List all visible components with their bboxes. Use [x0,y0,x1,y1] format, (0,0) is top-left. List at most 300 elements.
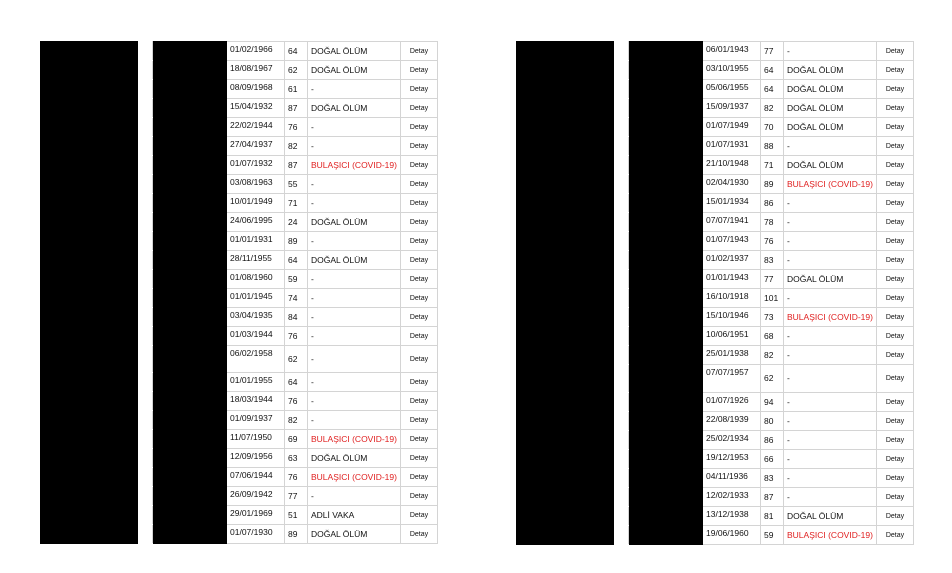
detail-link[interactable]: Detay [400,80,437,99]
redacted-name-cell [517,469,614,488]
redacted-name-cell [41,80,138,99]
age-cell: 66 [761,450,784,469]
redacted-surname-cell [153,80,227,99]
detail-link[interactable]: Detay [400,213,437,232]
table-row [517,194,914,213]
left-table-body [41,42,438,544]
table-row [517,42,914,61]
blank-cell [138,525,153,544]
death-cause-cell: DOĞAL ÖLÜM [308,61,401,80]
death-cause-cell: - [784,232,877,251]
age-cell: 82 [761,99,784,118]
death-cause-cell: - [784,251,877,270]
detail-link[interactable]: Detay [400,137,437,156]
detail-link[interactable]: Detay [400,194,437,213]
table-row [517,526,914,545]
death-cause-cell: DOĞAL ÖLÜM [784,270,877,289]
right-records-table [516,41,914,545]
age-cell: 68 [761,327,784,346]
redacted-name-cell [517,175,614,194]
blank-cell [138,156,153,175]
death-cause-cell: BULAŞICI (COVID-19) [784,526,877,545]
death-cause-cell: DOĞAL ÖLÜM [308,251,401,270]
redacted-name-cell [41,468,138,487]
birth-date-cell: 12/09/1956 [227,449,285,468]
redacted-surname-cell [629,289,703,308]
table-row [517,175,914,194]
death-cause-cell: DOĞAL ÖLÜM [784,156,877,175]
redacted-name-cell [41,346,138,373]
redacted-surname-cell [629,431,703,450]
blank-cell [614,346,629,365]
blank-cell [614,99,629,118]
blank-cell [138,232,153,251]
detail-link[interactable]: Detay [876,469,913,488]
table-row [41,449,438,468]
age-cell: 73 [761,308,784,327]
redacted-name-cell [41,99,138,118]
age-cell: 84 [285,308,308,327]
age-cell: 82 [285,411,308,430]
age-cell: 59 [285,270,308,289]
redacted-name-cell [41,308,138,327]
redacted-name-cell [41,251,138,270]
blank-cell [614,488,629,507]
birth-date-cell: 12/02/1933 [703,488,761,507]
age-cell: 83 [761,251,784,270]
table-row [41,80,438,99]
blank-cell [138,411,153,430]
redacted-surname-cell [153,61,227,80]
redacted-name-cell [41,506,138,525]
death-cause-cell: - [784,488,877,507]
blank-cell [614,526,629,545]
age-cell: 63 [285,449,308,468]
table-row [517,80,914,99]
age-cell: 71 [285,194,308,213]
detail-link[interactable]: Detay [876,308,913,327]
birth-date-cell: 08/09/1968 [227,80,285,99]
blank-cell [614,289,629,308]
redacted-surname-cell [629,469,703,488]
birth-date-cell: 24/06/1995 [227,213,285,232]
birth-date-cell: 03/10/1955 [703,61,761,80]
age-cell: 77 [285,487,308,506]
redacted-name-cell [517,194,614,213]
redacted-surname-cell [153,506,227,525]
blank-cell [138,137,153,156]
table-row [41,506,438,525]
death-cause-cell: - [784,346,877,365]
birth-date-cell: 01/03/1944 [227,327,285,346]
detail-link[interactable]: Detay [400,232,437,251]
blank-cell [138,289,153,308]
birth-date-cell: 05/06/1955 [703,80,761,99]
death-cause-cell: ADLİ VAKA [308,506,401,525]
redacted-name-cell [41,392,138,411]
detail-link[interactable]: Detay [400,411,437,430]
age-cell: 70 [761,118,784,137]
birth-date-cell: 01/01/1943 [703,270,761,289]
detail-link[interactable]: Detay [400,61,437,80]
birth-date-cell: 07/07/1941 [703,213,761,232]
redacted-surname-cell [153,194,227,213]
detail-link[interactable]: Detay [876,213,913,232]
redacted-name-cell [517,289,614,308]
death-cause-cell: DOĞAL ÖLÜM [784,118,877,137]
redacted-surname-cell [629,393,703,412]
birth-date-cell: 10/01/1949 [227,194,285,213]
birth-date-cell: 01/07/1949 [703,118,761,137]
death-cause-cell: DOĞAL ÖLÜM [308,213,401,232]
age-cell: 86 [761,194,784,213]
redacted-surname-cell [629,308,703,327]
redacted-surname-cell [629,526,703,545]
detail-link[interactable]: Detay [400,373,437,392]
birth-date-cell: 01/07/1943 [703,232,761,251]
age-cell: 62 [285,346,308,373]
birth-date-cell: 01/07/1926 [703,393,761,412]
table-row [517,308,914,327]
redacted-surname-cell [153,373,227,392]
table-row [517,156,914,175]
table-row [517,327,914,346]
redacted-surname-cell [153,308,227,327]
redacted-name-cell [517,431,614,450]
redacted-name-cell [517,488,614,507]
birth-date-cell: 15/10/1946 [703,308,761,327]
detail-link[interactable]: Detay [876,175,913,194]
redacted-surname-cell [629,346,703,365]
table-row [41,61,438,80]
death-cause-cell: BULAŞICI (COVID-19) [784,175,877,194]
birth-date-cell: 19/06/1960 [703,526,761,545]
table-row [517,232,914,251]
death-cause-cell: - [308,118,401,137]
table-row [41,468,438,487]
table-row [41,392,438,411]
age-cell: 76 [285,327,308,346]
detail-link[interactable]: Detay [876,488,913,507]
birth-date-cell: 01/01/1955 [227,373,285,392]
death-cause-cell: - [308,308,401,327]
detail-link[interactable]: Detay [876,118,913,137]
death-cause-cell: - [784,365,877,393]
table-row [41,430,438,449]
table-row [517,450,914,469]
table-row [41,156,438,175]
blank-cell [138,430,153,449]
blank-cell [614,137,629,156]
left-records-table [40,41,438,544]
detail-link[interactable]: Detay [400,449,437,468]
redacted-name-cell [517,99,614,118]
death-cause-cell: - [784,450,877,469]
detail-link[interactable]: Detay [876,431,913,450]
age-cell: 78 [761,213,784,232]
detail-link[interactable]: Detay [400,99,437,118]
blank-cell [614,194,629,213]
detail-link[interactable]: Detay [400,487,437,506]
age-cell: 64 [285,251,308,270]
detail-link[interactable]: Detay [400,346,437,373]
redacted-name-cell [517,327,614,346]
detail-link[interactable]: Detay [400,430,437,449]
age-cell: 94 [761,393,784,412]
table-row [517,412,914,431]
detail-link[interactable]: Detay [876,450,913,469]
birth-date-cell: 21/10/1948 [703,156,761,175]
death-cause-cell: - [308,194,401,213]
redacted-name-cell [41,289,138,308]
birth-date-cell: 13/12/1938 [703,507,761,526]
death-cause-cell: DOĞAL ÖLÜM [784,507,877,526]
detail-link[interactable]: Detay [876,526,913,545]
table-row [517,289,914,308]
death-cause-cell: - [784,469,877,488]
redacted-name-cell [517,251,614,270]
blank-cell [614,42,629,61]
redacted-surname-cell [629,137,703,156]
redacted-surname-cell [153,232,227,251]
detail-link[interactable]: Detay [400,468,437,487]
death-cause-cell: BULAŞICI (COVID-19) [308,430,401,449]
death-cause-cell: - [784,327,877,346]
birth-date-cell: 07/07/1957 [703,365,761,393]
redacted-name-cell [41,430,138,449]
detail-link[interactable]: Detay [400,251,437,270]
redacted-surname-cell [153,175,227,194]
blank-cell [138,346,153,373]
death-cause-cell: - [784,289,877,308]
birth-date-cell: 27/04/1937 [227,137,285,156]
death-cause-cell: BULAŞICI (COVID-19) [784,308,877,327]
blank-cell [614,118,629,137]
detail-link[interactable]: Detay [876,393,913,412]
detail-link[interactable]: Detay [400,308,437,327]
age-cell: 86 [761,431,784,450]
redacted-surname-cell [629,327,703,346]
redacted-name-cell [41,411,138,430]
table-row [517,469,914,488]
redacted-name-cell [41,213,138,232]
redacted-name-cell [517,507,614,526]
detail-link[interactable]: Detay [876,194,913,213]
blank-cell [614,469,629,488]
birth-date-cell: 02/04/1930 [703,175,761,194]
redacted-name-cell [41,137,138,156]
blank-cell [614,61,629,80]
redacted-name-cell [41,525,138,544]
detail-link[interactable]: Detay [876,327,913,346]
table-row [517,118,914,137]
birth-date-cell: 25/01/1938 [703,346,761,365]
table-row [517,251,914,270]
detail-link[interactable]: Detay [876,346,913,365]
redacted-surname-cell [629,232,703,251]
birth-date-cell: 04/11/1936 [703,469,761,488]
detail-link[interactable]: Detay [876,507,913,526]
birth-date-cell: 01/07/1932 [227,156,285,175]
detail-link[interactable]: Detay [400,42,437,61]
detail-link[interactable]: Detay [876,412,913,431]
death-cause-cell: - [308,175,401,194]
table-row [517,137,914,156]
death-cause-cell: - [308,270,401,289]
age-cell: 55 [285,175,308,194]
blank-cell [614,393,629,412]
death-cause-cell: DOĞAL ÖLÜM [784,61,877,80]
redacted-surname-cell [629,213,703,232]
table-row [41,411,438,430]
detail-link[interactable]: Detay [876,61,913,80]
birth-date-cell: 29/01/1969 [227,506,285,525]
detail-link[interactable]: Detay [876,137,913,156]
table-row [41,118,438,137]
redacted-name-cell [517,213,614,232]
age-cell: 61 [285,80,308,99]
age-cell: 89 [285,232,308,251]
birth-date-cell: 15/04/1932 [227,99,285,118]
blank-cell [138,80,153,99]
death-cause-cell: - [308,80,401,99]
table-row [517,507,914,526]
death-cause-cell: DOĞAL ÖLÜM [784,99,877,118]
blank-cell [614,156,629,175]
detail-link[interactable]: Detay [400,506,437,525]
redacted-surname-cell [153,137,227,156]
redacted-surname-cell [153,251,227,270]
redacted-surname-cell [153,430,227,449]
birth-date-cell: 16/10/1918 [703,289,761,308]
death-cause-cell: - [784,137,877,156]
detail-link[interactable]: Detay [876,365,913,393]
birth-date-cell: 01/07/1931 [703,137,761,156]
detail-link[interactable]: Detay [876,99,913,118]
detail-link[interactable]: Detay [876,270,913,289]
blank-cell [138,118,153,137]
blank-cell [614,365,629,393]
death-cause-cell: - [308,392,401,411]
blank-cell [614,213,629,232]
detail-link[interactable]: Detay [400,175,437,194]
death-cause-cell: - [308,411,401,430]
age-cell: 76 [285,392,308,411]
table-row [517,213,914,232]
birth-date-cell: 10/06/1951 [703,327,761,346]
birth-date-cell: 19/12/1953 [703,450,761,469]
blank-cell [614,507,629,526]
age-cell: 88 [761,137,784,156]
death-cause-cell: - [308,487,401,506]
detail-link[interactable]: Detay [400,118,437,137]
redacted-surname-cell [153,270,227,289]
redacted-surname-cell [629,156,703,175]
age-cell: 87 [285,99,308,118]
redacted-name-cell [517,346,614,365]
table-row [41,137,438,156]
blank-cell [138,61,153,80]
detail-link[interactable]: Detay [876,251,913,270]
redacted-name-cell [41,270,138,289]
detail-link[interactable]: Detay [876,289,913,308]
death-cause-cell: - [784,412,877,431]
table-row [41,194,438,213]
detail-link[interactable]: Detay [876,156,913,175]
blank-cell [138,487,153,506]
birth-date-cell: 03/08/1963 [227,175,285,194]
birth-date-cell: 18/03/1944 [227,392,285,411]
redacted-name-cell [41,61,138,80]
detail-link[interactable]: Detay [876,80,913,99]
redacted-surname-cell [153,327,227,346]
age-cell: 76 [285,118,308,137]
detail-link[interactable]: Detay [400,270,437,289]
blank-cell [614,251,629,270]
redacted-name-cell [41,156,138,175]
blank-cell [138,506,153,525]
redacted-name-cell [41,118,138,137]
table-row [41,213,438,232]
blank-cell [614,431,629,450]
table-row [41,99,438,118]
detail-link[interactable]: Detay [400,156,437,175]
blank-cell [614,327,629,346]
detail-link[interactable]: Detay [876,42,913,61]
age-cell: 89 [761,175,784,194]
detail-link[interactable]: Detay [400,392,437,411]
redacted-name-cell [517,118,614,137]
redacted-surname-cell [629,365,703,393]
redacted-surname-cell [153,392,227,411]
redacted-name-cell [517,393,614,412]
redacted-name-cell [41,42,138,61]
redacted-surname-cell [629,450,703,469]
blank-cell [138,251,153,270]
table-row [517,488,914,507]
death-cause-cell: - [308,346,401,373]
redacted-surname-cell [153,289,227,308]
table-row [41,251,438,270]
blank-cell [138,213,153,232]
age-cell: 64 [285,42,308,61]
redacted-surname-cell [153,487,227,506]
blank-cell [614,412,629,431]
redacted-name-cell [41,487,138,506]
redacted-name-cell [517,80,614,99]
death-cause-cell: - [308,232,401,251]
birth-date-cell: 22/02/1944 [227,118,285,137]
birth-date-cell: 26/09/1942 [227,487,285,506]
age-cell: 77 [761,270,784,289]
age-cell: 71 [761,156,784,175]
detail-link[interactable]: Detay [400,327,437,346]
detail-link[interactable]: Detay [876,232,913,251]
blank-cell [614,232,629,251]
detail-link[interactable]: Detay [400,525,437,544]
age-cell: 74 [285,289,308,308]
redacted-surname-cell [629,175,703,194]
age-cell: 77 [761,42,784,61]
table-row [41,327,438,346]
age-cell: 62 [285,61,308,80]
redacted-name-cell [517,526,614,545]
age-cell: 83 [761,469,784,488]
redacted-surname-cell [629,507,703,526]
table-row [517,270,914,289]
detail-link[interactable]: Detay [400,289,437,308]
age-cell: 64 [761,61,784,80]
